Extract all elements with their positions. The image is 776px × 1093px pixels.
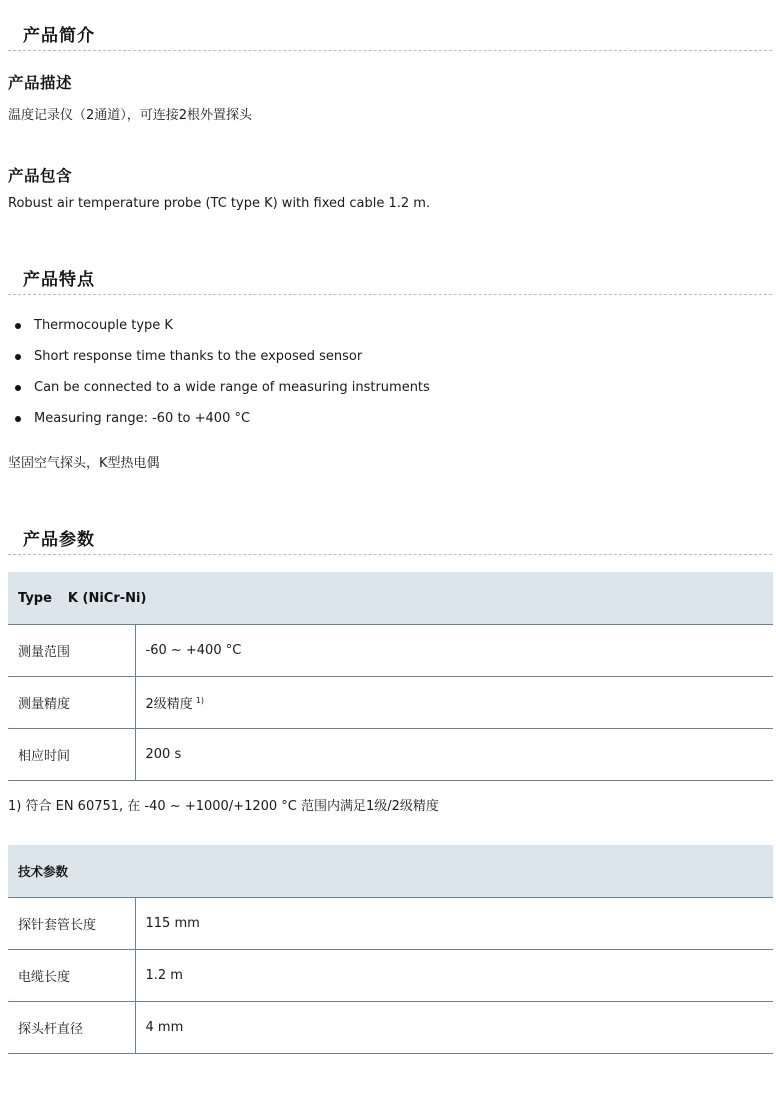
row-key: 相应时间 bbox=[8, 729, 135, 781]
bullet-icon bbox=[15, 323, 21, 329]
feature-list bbox=[8, 316, 430, 440]
table-row bbox=[8, 1002, 773, 1054]
section-heading-intro bbox=[8, 26, 772, 51]
row-value: 1.2 m bbox=[135, 950, 773, 1002]
table-row bbox=[8, 677, 773, 729]
type-label: Type bbox=[18, 590, 52, 606]
table-header-row bbox=[8, 572, 773, 625]
table-row bbox=[8, 729, 773, 781]
row-value: 200 s bbox=[135, 729, 773, 781]
technical-params-table bbox=[8, 845, 773, 1054]
row-value: -60 ~ +400 °C bbox=[135, 625, 773, 677]
row-key: 测量精度 bbox=[8, 677, 135, 729]
description-text: 温度记录仪（2通道），可连接2根外置探头 bbox=[8, 108, 253, 123]
section-title: 产品简介 bbox=[23, 26, 95, 46]
row-value: 115 mm bbox=[135, 898, 773, 950]
table-row bbox=[8, 625, 773, 677]
feature-item: Measuring range: -60 to +400 °C bbox=[8, 409, 430, 440]
row-key: 测量范围 bbox=[8, 625, 135, 677]
row-value: 4 mm bbox=[135, 1002, 773, 1054]
footnote: 1) 符合 EN 60751, 在 -40 ~ +1000/+1200 °C 范围内满足1级/2级精度 bbox=[8, 799, 439, 814]
features-note: 坚固空气探头，K型热电偶 bbox=[8, 456, 160, 471]
table-title: 技术参数 bbox=[8, 845, 773, 898]
feature-item: Short response time thanks to the exposed sensor bbox=[8, 347, 430, 378]
feature-item: Thermocouple type K bbox=[8, 316, 430, 347]
section-title: 产品特点 bbox=[23, 270, 95, 290]
footnote-marker: 1) bbox=[195, 695, 204, 705]
section-heading-features bbox=[8, 270, 772, 295]
table-header-row bbox=[8, 845, 773, 898]
row-key: 探头杆直径 bbox=[8, 1002, 135, 1054]
section-heading-params bbox=[8, 530, 772, 555]
includes-title: 产品包含 bbox=[8, 167, 73, 185]
section-title: 产品参数 bbox=[23, 530, 95, 550]
bullet-icon bbox=[15, 416, 21, 422]
row-key: 电缆长度 bbox=[8, 950, 135, 1002]
description-title: 产品描述 bbox=[8, 74, 73, 92]
table-row bbox=[8, 950, 773, 1002]
feature-item: Can be connected to a wide range of measuring instruments bbox=[8, 378, 430, 409]
type-value: K (NiCr-Ni) bbox=[67, 590, 147, 606]
type-spec-table bbox=[8, 572, 773, 781]
row-value: 2级精度 $^{1)}$ bbox=[135, 677, 773, 729]
includes-text: Robust air temperature probe (TC type K) with fixed cable 1.2 m. bbox=[8, 196, 431, 211]
table-row bbox=[8, 898, 773, 950]
row-key: 探针套管长度 bbox=[8, 898, 135, 950]
bullet-icon bbox=[15, 385, 21, 391]
bullet-icon bbox=[15, 354, 21, 360]
